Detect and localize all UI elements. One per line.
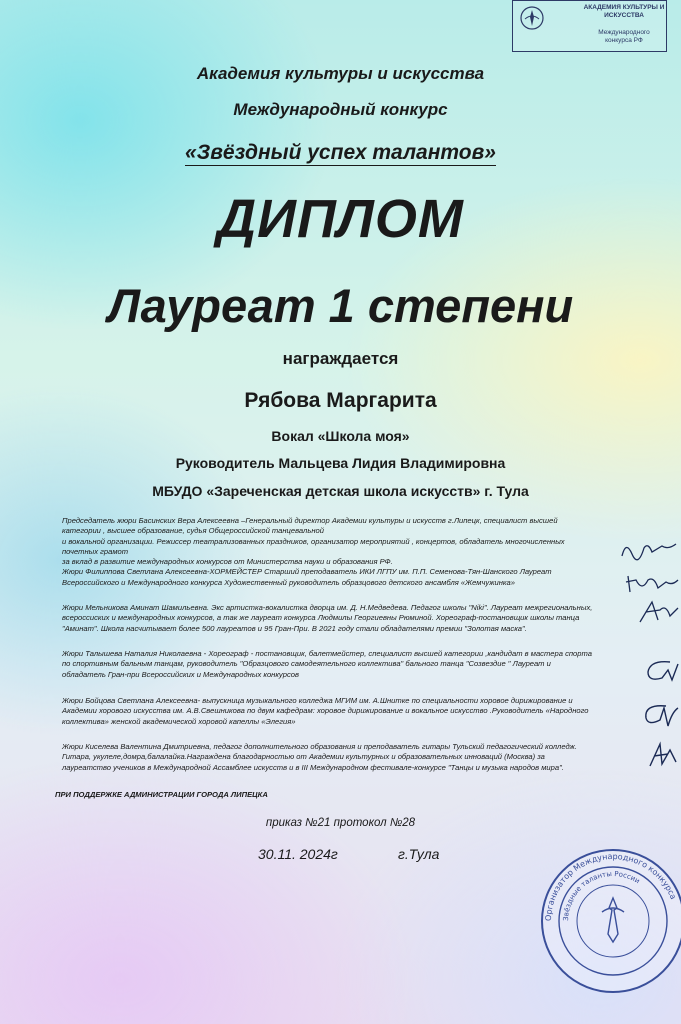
jury-line: Жюри Талышева Наталия Николаевна - Хореограф - постановщик, балетмейстер, специалист высшей категории ,кандидат в мастера спорта: [62, 649, 592, 658]
recipient-name: Рябова Маргарита: [244, 389, 437, 412]
jury-line: Гитара, укулеле,домра,балалайка.Награждена благодарностью от Академии культурных и образовательных инноваций (Москва) за: [62, 752, 545, 762]
contest-name: [0, 141, 681, 165]
seal-outer-text: Организатор Международного конкурса: [543, 851, 678, 922]
contest-name-text: «Звёздный успех талантов»: [185, 141, 496, 164]
stamp-line-1: АКАДЕМИЯ КУЛЬТУРЫ И ИСКУССТВА: [583, 4, 665, 19]
jury-block-1: [62, 516, 662, 588]
academy-name: Академия культуры и искусства: [196, 64, 485, 83]
issue-city: г.Тула: [398, 846, 440, 862]
signature-2: [624, 572, 679, 596]
emblem-icon: [519, 5, 545, 31]
jury-line: Академии хорового искусства им. А.В.Свешникова по двум кафедрам: хоровое дирижирование и вокальное искусство .Руководитель «Народного: [62, 706, 589, 716]
leader: Руководитель Мальцева Лидия Владимировна: [175, 455, 506, 471]
jury-line: категории , высшее образование, судья Общероссийской танцевальной: [62, 526, 324, 536]
jury-line: Жюри Филиппова Светлана Алексеевна-ХОРМЕЙСТЕР Старший преподаватель ИКИ ЛГПУ им. П.П. Семенова-Тян-Шанского Лауреат: [62, 567, 552, 577]
contest-type: Международный конкурс: [233, 100, 448, 119]
jury-line: Всероссийского и Международного конкурса Художественный руководитель образцового детского ансамбля «Жемчужинка»: [62, 577, 515, 587]
jury-line: Председатель жюри Басинских Вера Алексеевна –Генеральный директор Академии культуры и искусств г.Липецк, специалист высшей: [62, 516, 558, 525]
jury-line: за вклад в развитие международных конкурсов от Министерства науки и образования РФ.: [62, 557, 393, 567]
seal-inner-text: Звёздные таланты России: [561, 869, 642, 922]
stamp-line-4: конкурса РФ: [605, 37, 643, 44]
jury-line: Жюри Мельникова Аминат Шамильевна. Экс артистка-вокалистка дворца им. Д. Н.Медведева. Педагог школы "Niki". Лауреат межрегиональных,: [62, 603, 593, 612]
signature-4: [640, 656, 680, 686]
jury-line: лауреатство учеников в Международной Ассамблее искусств и в III Международном фестивале-конкурсе "Танцы и музыка народов мира".: [62, 762, 564, 772]
jury-line: Жюри Киселева Валентина Дмитриевна, педагог дополнительного образования и преподаватель гитары Тульский педагогический колледж.: [62, 742, 577, 751]
stamp-line-3: Международного: [598, 29, 650, 36]
jury-block-2: [62, 603, 662, 634]
order-protocol: приказ №21 протокол №28: [265, 817, 416, 829]
jury-line: всероссиских и международных конкурсов, а так же лауреат конкурса Людмилы Георгиевны Рюминой. Хореограф-постановщик школы танца: [62, 613, 580, 623]
jury-block-4: [62, 696, 662, 727]
jury-line: почетных грамот: [62, 546, 129, 556]
jury-line: по спортивным бальным танцам, руководитель "Образцового самодеятельного коллектива" бального танца "Созвездие " Лауреат и: [62, 659, 551, 669]
jury-line: Жюри Бойцова Светлана Алексеевна- выпускница музыкального колледжа МГИМ им. А.Шнитке по специальности хоровое дирижирование и: [62, 696, 573, 705]
school: МБУДО «Зареченская детская школа искусств» г. Тула: [152, 483, 529, 499]
issue-date: 30.11. 2024г: [258, 846, 338, 862]
awarded-label: награждается: [282, 349, 399, 368]
signature-3: [636, 598, 680, 626]
jury-line: и вокальной организации. Режиссер театрализованных праздников, организатор мероприятий , концертов, обладатель многочисленных: [62, 536, 565, 546]
jury-block-3: [62, 649, 662, 680]
diploma-title: ДИПЛОМ: [217, 189, 464, 249]
jury-line: обладатель Гран-при Всероссийских и Международных конкурсов: [62, 669, 299, 679]
jury-line: "Аминат". Школа насчитывает более 500 лауреатов и 95 Гран-При. В 2021 году стали обладателями премии "Золотая маска".: [62, 623, 527, 633]
header-stamp: [512, 0, 667, 52]
signature-5: [638, 700, 680, 730]
jury-block-5: [62, 742, 662, 773]
jury-line: коллектива» женской академической хоровой капеллы «Элегия»: [62, 716, 296, 726]
round-seal: [538, 846, 681, 996]
nomination: Вокал «Школа моя»: [271, 428, 410, 444]
signature-6: [646, 740, 680, 770]
support-note: ПРИ ПОДДЕРЖКЕ АДМИНИСТРАЦИИ ГОРОДА ЛИПЕЦКА: [55, 790, 268, 799]
diploma-degree: Лауреат 1 степени: [107, 279, 574, 332]
signature-1: [618, 538, 678, 562]
